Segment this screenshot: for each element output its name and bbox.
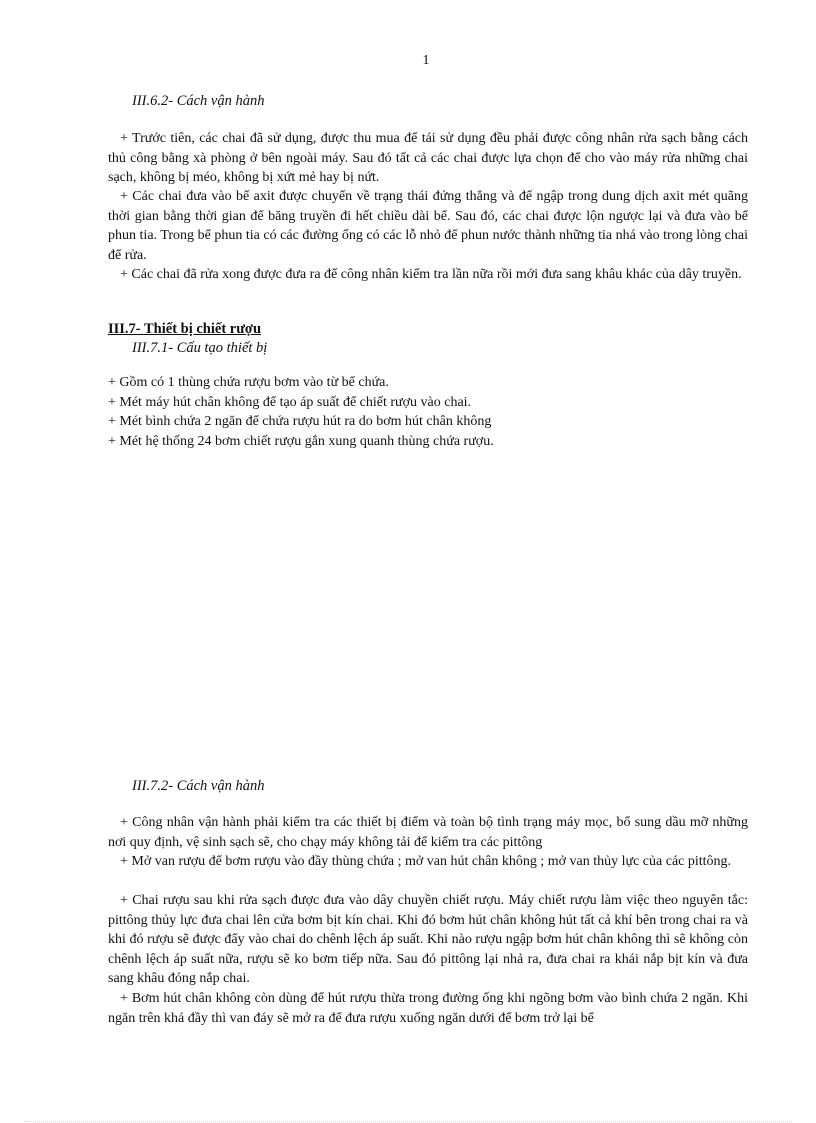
section-subheading-operation-2: III.7.2- Cách vận hành [132,778,265,794]
paragraph-text: + Bơm hút chân không còn dùng để hút rượu thừa trong đường ống khi ngõng bơm vào bình chứa 2 ngăn. Khi ngăn trên khá đầy thì van đáy sẽ mở ra để đưa rượu xuống ngăn dưới để bơm trở lại bể [108,991,748,1026]
page-number: 1 [422,53,430,68]
list-item: + Mét bình chứa 2 ngăn để chứa rượu hút ra do bơm hút chân không [108,414,492,429]
paragraph [108,852,748,872]
list-item: + Gồm có 1 thùng chứa rượu bơm vào từ bể chứa. [108,375,389,390]
paragraph [108,129,748,188]
paragraph [108,265,748,285]
paragraph-text: + Công nhân vận hành phải kiểm tra các thiết bị điểm và toàn bộ tình trạng máy mọc, bổ sung dầu mỡ những nơi quy định, vệ sinh sạch sẽ, cho chạy máy không tải để kiểm tra các pittông [108,815,748,850]
section-heading-filling-equipment: III.7- Thiết bị chiết rượu [108,321,262,337]
paragraph [108,813,748,852]
paragraph [108,989,748,1028]
paragraph [108,891,748,989]
paragraph-text: + Trước tiên, các chai đã sử dụng, được thu mua để tái sử dụng đều phải được công nhân rửa sạch bằng cách thủ công bằng xà phòng ở bên ngoài máy. Sau đó tất cả các chai được lựa chọn để cho vào máy rửa những chai sạch, không bị méo, không bị xứt mẻ hay bị nứt. [108,131,748,185]
paragraph [108,187,748,265]
list-item: + Mét máy hút chân không để tạo áp suất để chiết rượu vào chai. [108,395,472,410]
section-subheading-operation: III.6.2- Cách vận hành [132,93,265,109]
section-subheading-structure: III.7.1- Cấu tạo thiết bị [132,340,268,356]
list-item: + Mét hệ thống 24 bơm chiết rượu gắn xung quanh thùng chứa rượu. [108,434,494,449]
paragraph-text: + Các chai đưa vào bể axit được chuyển về trạng thái đứng thẳng và để ngập trong dung dịch axit mét quãng thời gian bằng thời gian để băng truyền đi hết chiều dài bể. Sau đó, các chai được lộn ngược lại và đưa vào bể phun tia. Trong bể phun tia có các đường ống có các lỗ nhỏ để phun nước thành những tia nhá vào trong lòng chai để rửa. [108,189,748,263]
page-bottom-divider [24,1121,792,1122]
paragraph-text: + Chai rượu sau khi rửa sạch được đưa vào dây chuyền chiết rượu. Máy chiết rượu làm việc theo nguyên tắc: pittông thủy lực đưa chai lên cửa bơm bịt kín chai. Khi đó bơm hút chân không hút tất cả khí bên trong chai ra và khi đó rượu sẽ được đẩy vào chai do chênh lệch áp suất. Khi nào rượu ngập bơm hút chân không thì sẽ không còn chênh lệch áp suất nữa, rượu sẽ ko bơm tiếp nữa. Sau đó pittông lại nhả ra, đưa chai ra khái nắp bịt kín và đưa sang khâu đóng nắp chai. [108,893,748,986]
paragraph-text: + Mở van rượu để bơm rượu vào đầy thùng chứa ; mở van hút chân không ; mở van thủy lực của các pittông. [120,854,732,869]
paragraph-text: + Các chai đã rửa xong được đưa ra để công nhân kiểm tra lần nữa rồi mới đưa sang khâu khác của dây truyền. [120,267,742,282]
